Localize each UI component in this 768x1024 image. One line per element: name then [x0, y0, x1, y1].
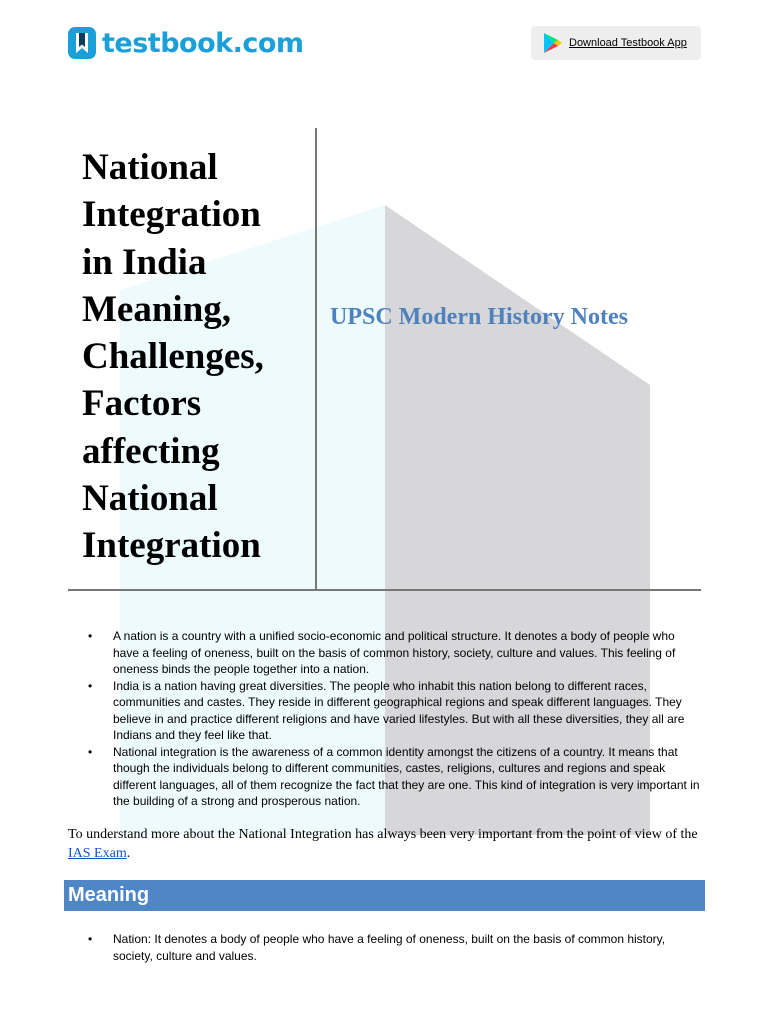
ias-paragraph — [68, 825, 708, 863]
google-play-icon — [541, 32, 563, 54]
testbook-logo-icon — [68, 27, 96, 59]
title-line: affecting — [82, 430, 220, 472]
list-item: • Nation: It denotes a body of people who have a feeling of oneness, built on the basis of common history, society, culture and values. — [88, 931, 703, 964]
title-line: in India — [82, 241, 207, 283]
section-heading: Meaning — [68, 884, 150, 906]
title-line: Integration — [82, 194, 261, 236]
list-item: • India is a nation having great diversities. The people who inhabit this nation belong to different races, communities and castes. They reside in different geographical regions and speak different languages. They believe in and practice different religions and have varied lifestyles. But with all these diversities, they all are Indians and they feel like that. — [88, 678, 703, 744]
section-heading-bar — [64, 880, 705, 911]
intro-bullet-list — [88, 628, 703, 810]
paragraph-end: . — [126, 846, 131, 861]
horizontal-divider — [68, 589, 701, 591]
meaning-bullet-list — [88, 931, 703, 964]
list-item: • National integration is the awareness of a common identity amongst the citizens of a country. It means that though the individuals belong to different communities, castes, religions, cultures and regions and speak different languages, all of them recognize the fact that they are one. This kind of integration is very important in the building of a strong and prosperous nation. — [88, 744, 703, 810]
subtitle: UPSC Modern History Notes — [330, 304, 628, 330]
title-line: Integration — [82, 525, 261, 567]
paragraph-text: To understand more about the National Integration has always been very important from the point of view of the — [68, 827, 698, 842]
title-line: National — [82, 478, 218, 520]
title-line: Factors — [82, 383, 202, 425]
ias-exam-link[interactable]: IAS Exam — [68, 846, 127, 861]
title-line: National — [82, 147, 218, 188]
list-item: • A nation is a country with a unified socio-economic and political structure. It denotes a body of people who have a feeling of oneness, built on the basis of common history, society, culture and values. This feeling of oneness binds the people together into a nation. — [88, 628, 703, 678]
title-line: Challenges, — [82, 336, 264, 378]
logo-text: testbook.com — [102, 27, 304, 59]
header — [0, 0, 768, 90]
page-title — [82, 144, 312, 570]
testbook-logo[interactable] — [68, 27, 304, 59]
vertical-divider — [315, 128, 317, 590]
download-app-button[interactable] — [531, 26, 701, 60]
title-line: Meaning, — [82, 288, 232, 330]
download-app-label: Download Testbook App — [569, 37, 687, 49]
